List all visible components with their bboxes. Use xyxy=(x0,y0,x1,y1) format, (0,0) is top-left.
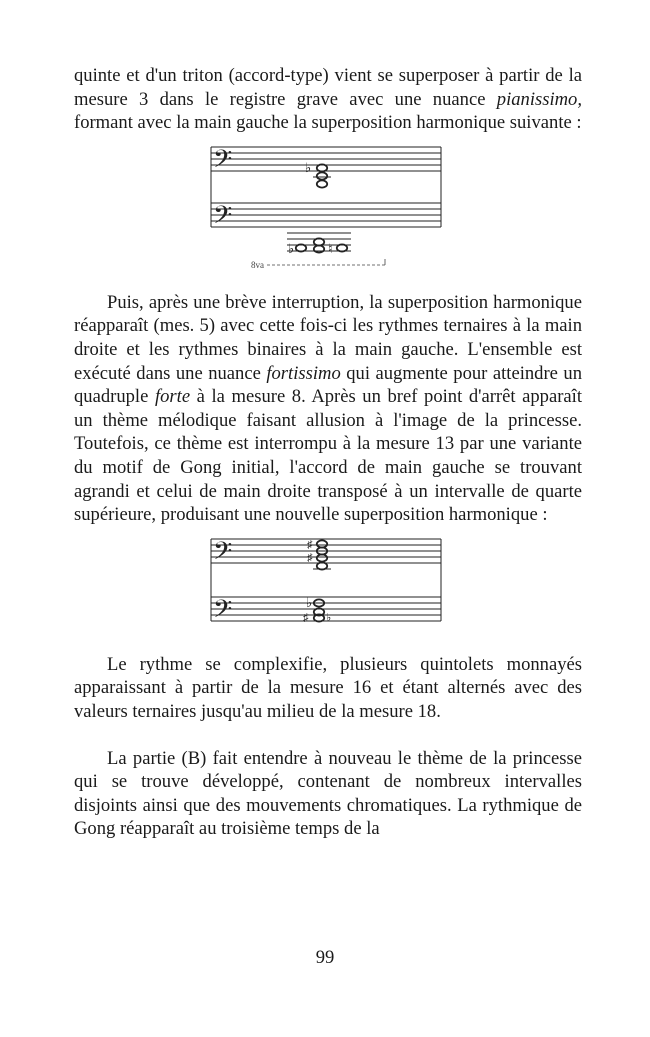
book-page xyxy=(74,64,582,841)
paragraph-1-italic: pianissimo, xyxy=(496,88,582,110)
whole-note xyxy=(317,172,327,179)
natural-icon: ♮ xyxy=(328,240,333,256)
music-example-1 xyxy=(209,145,447,283)
paragraph-2 xyxy=(74,291,582,527)
flat-icon: ♭ xyxy=(305,159,312,175)
paragraph-4: La partie (B) fait entendre à nouveau le thème de la princesse qui se trouve développé, contenant de nombreux intervalles disjoints ainsi que des mouvements chromatiques. La rythmique de Gong réapparaît au troisième temps de la xyxy=(74,747,582,840)
bass-clef-icon: 𝄢 xyxy=(213,201,233,235)
flat-icon: ♭ xyxy=(326,611,332,624)
whole-note xyxy=(337,244,347,251)
octave-marking: 8va xyxy=(251,259,264,270)
sharp-icon: ♯ xyxy=(303,611,309,624)
paragraph-2-text-b: qui augmente pour atteindre un quadruple xyxy=(74,362,582,408)
paragraph-2-italic-1: fortissimo xyxy=(266,362,341,384)
flat-icon: ♭ xyxy=(306,594,313,610)
bass-clef-icon: 𝄢 xyxy=(213,537,233,571)
flat-icon: ♭ xyxy=(288,240,295,256)
bass-clef-icon: 𝄢 xyxy=(213,595,233,629)
paragraph-1 xyxy=(74,64,582,135)
paragraph-1-text-b: formant avec la main gauche la superposition harmonique suivante : xyxy=(74,112,582,134)
whole-note xyxy=(317,164,327,171)
upper-staff xyxy=(211,147,441,171)
whole-note xyxy=(317,562,327,569)
paragraph-1-text-a: quinte et d'un triton (accord-type) vient se superposer à partir de la mesure 3 dans le registre grave avec une nuance xyxy=(74,65,582,110)
whole-note xyxy=(317,180,327,187)
music-example-2 xyxy=(209,535,447,643)
paragraph-2-italic-2: forte xyxy=(154,386,191,408)
lower-staff xyxy=(211,203,441,227)
sharp-icon: ♯ xyxy=(307,538,313,551)
paragraph-3: Le rythme se complexifie, plusieurs quintolets monnayés apparaissant à partir de la mesure 16 et étant alternés avec des valeurs ternaires jusqu'au milieu de la mesure 18. xyxy=(74,653,582,722)
paragraph-2-text-c: à la mesure 8. Après un bref point d'arrêt apparaît un thème mélodique faisant allusion à l'image de la princesse. Toutefois, ce thème est interrompu à la mesure 13 par une variante du motif de Gong initial, l'accord de main gauche se trouvant agrandi et celui de main droite transposé à un intervalle de quarte supérieure, produisant une nouvelle superposition harmonique : xyxy=(74,386,582,526)
page-number: 99 xyxy=(315,947,335,968)
bass-clef-icon: 𝄢 xyxy=(213,145,233,179)
paragraph-2-text-a: Puis, après une brève interruption, la superposition harmonique réapparaît (mes. 5) avec cette fois-ci les rythmes ternaires à la main droite et les rythmes binaires à la main gauche. L'ensemble est exécuté dans une nuance xyxy=(74,291,582,384)
whole-note xyxy=(296,244,306,251)
sharp-icon: ♯ xyxy=(307,551,313,564)
